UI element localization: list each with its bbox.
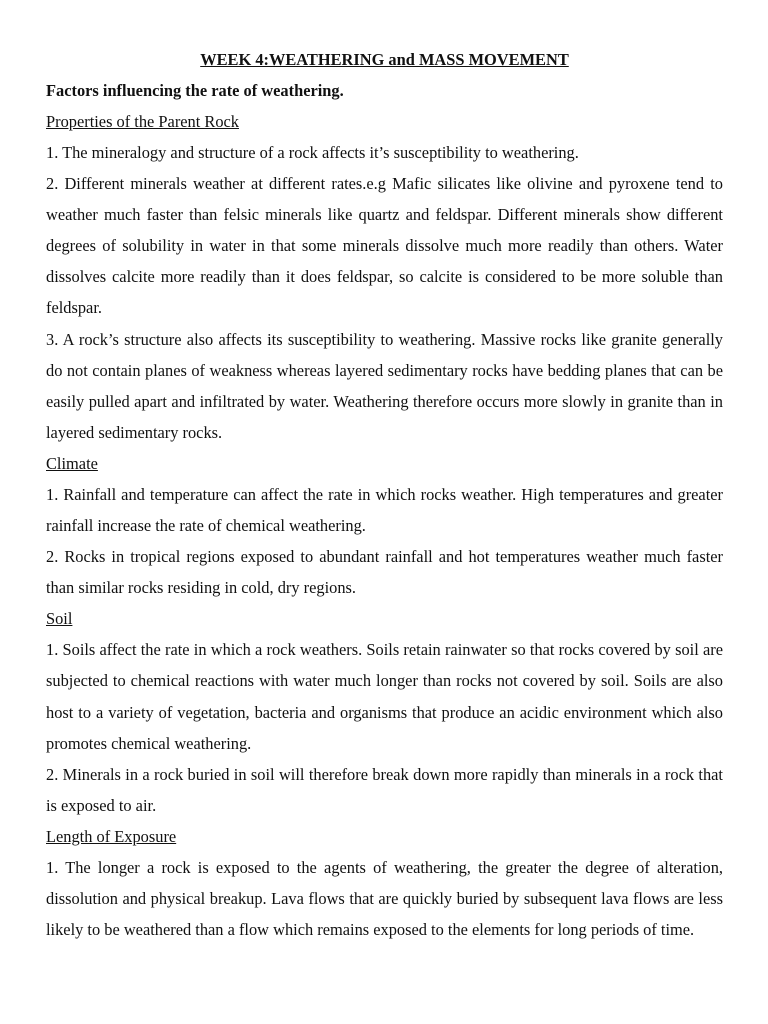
section-climate: [46, 448, 723, 603]
section-length-of-exposure: [46, 821, 723, 945]
section-heading: Properties of the Parent Rock: [46, 112, 239, 131]
section-heading: Soil: [46, 609, 73, 629]
paragraph: 2. Minerals in a rock buried in soil will therefore break down more rapidly than minerals in a rock that is exposed to air.: [46, 764, 723, 815]
paragraph: 1. Rainfall and temperature can affect the rate in which rocks weather. High temperatures and greater rainfall increase the rate of chemical weathering.: [46, 484, 723, 536]
paragraph: 2. Different minerals weather at different rates.e.g Mafic silicates like olivine and pyroxene tend to weather much faster than felsic minerals like quartz and feldspar. Different minerals show different degrees of solubility in water in that some minerals dissolve much more readily than others. Water dissolves calcite more readily than it does feldspar, so calcite is considered to be more soluble than feldspar.: [46, 174, 723, 318]
section-heading: Length of Exposure: [46, 826, 177, 846]
section-parent-rock: [46, 106, 723, 448]
paragraph: 3. A rock’s structure also affects its susceptibility to weathering. Massive rocks like granite generally do not contain planes of weakness whereas layered sedimentary rocks have bedding planes that can be easily pulled apart and infiltrated by water. Weathering therefore occurs more slowly in granite than in layered sedimentary rocks.: [46, 329, 723, 442]
document-subtitle: Factors influencing the rate of weathering.: [46, 81, 344, 100]
paragraph: 1. The longer a rock is exposed to the agents of weathering, the greater the degree of alteration, dissolution and physical breakup. Lava flows that are quickly buried by subsequent lava flows are less likely to be weathered than a flow which remains exposed to the elements for long periods of time.: [46, 857, 723, 940]
paragraph: 1. Soils affect the rate in which a rock weathers. Soils retain rainwater so that rocks covered by soil are subjected to chemical reactions with water much longer than rocks not covered by soil. Soils are also host to a variety of vegetation, bacteria and organisms that produce an acidic environment which also promotes chemical weathering.: [46, 640, 723, 753]
document-title: WEEK 4:WEATHERING and MASS MOVEMENT: [200, 50, 569, 69]
document-page: [46, 44, 723, 945]
paragraph: 2. Rocks in tropical regions exposed to abundant rainfall and hot temperatures weather much faster than similar rocks residing in cold, dry regions.: [46, 547, 723, 598]
section-soil: [46, 603, 723, 821]
section-heading: Climate: [46, 453, 98, 473]
paragraph: 1. The mineralogy and structure of a rock affects it’s susceptibility to weathering.: [46, 143, 579, 162]
